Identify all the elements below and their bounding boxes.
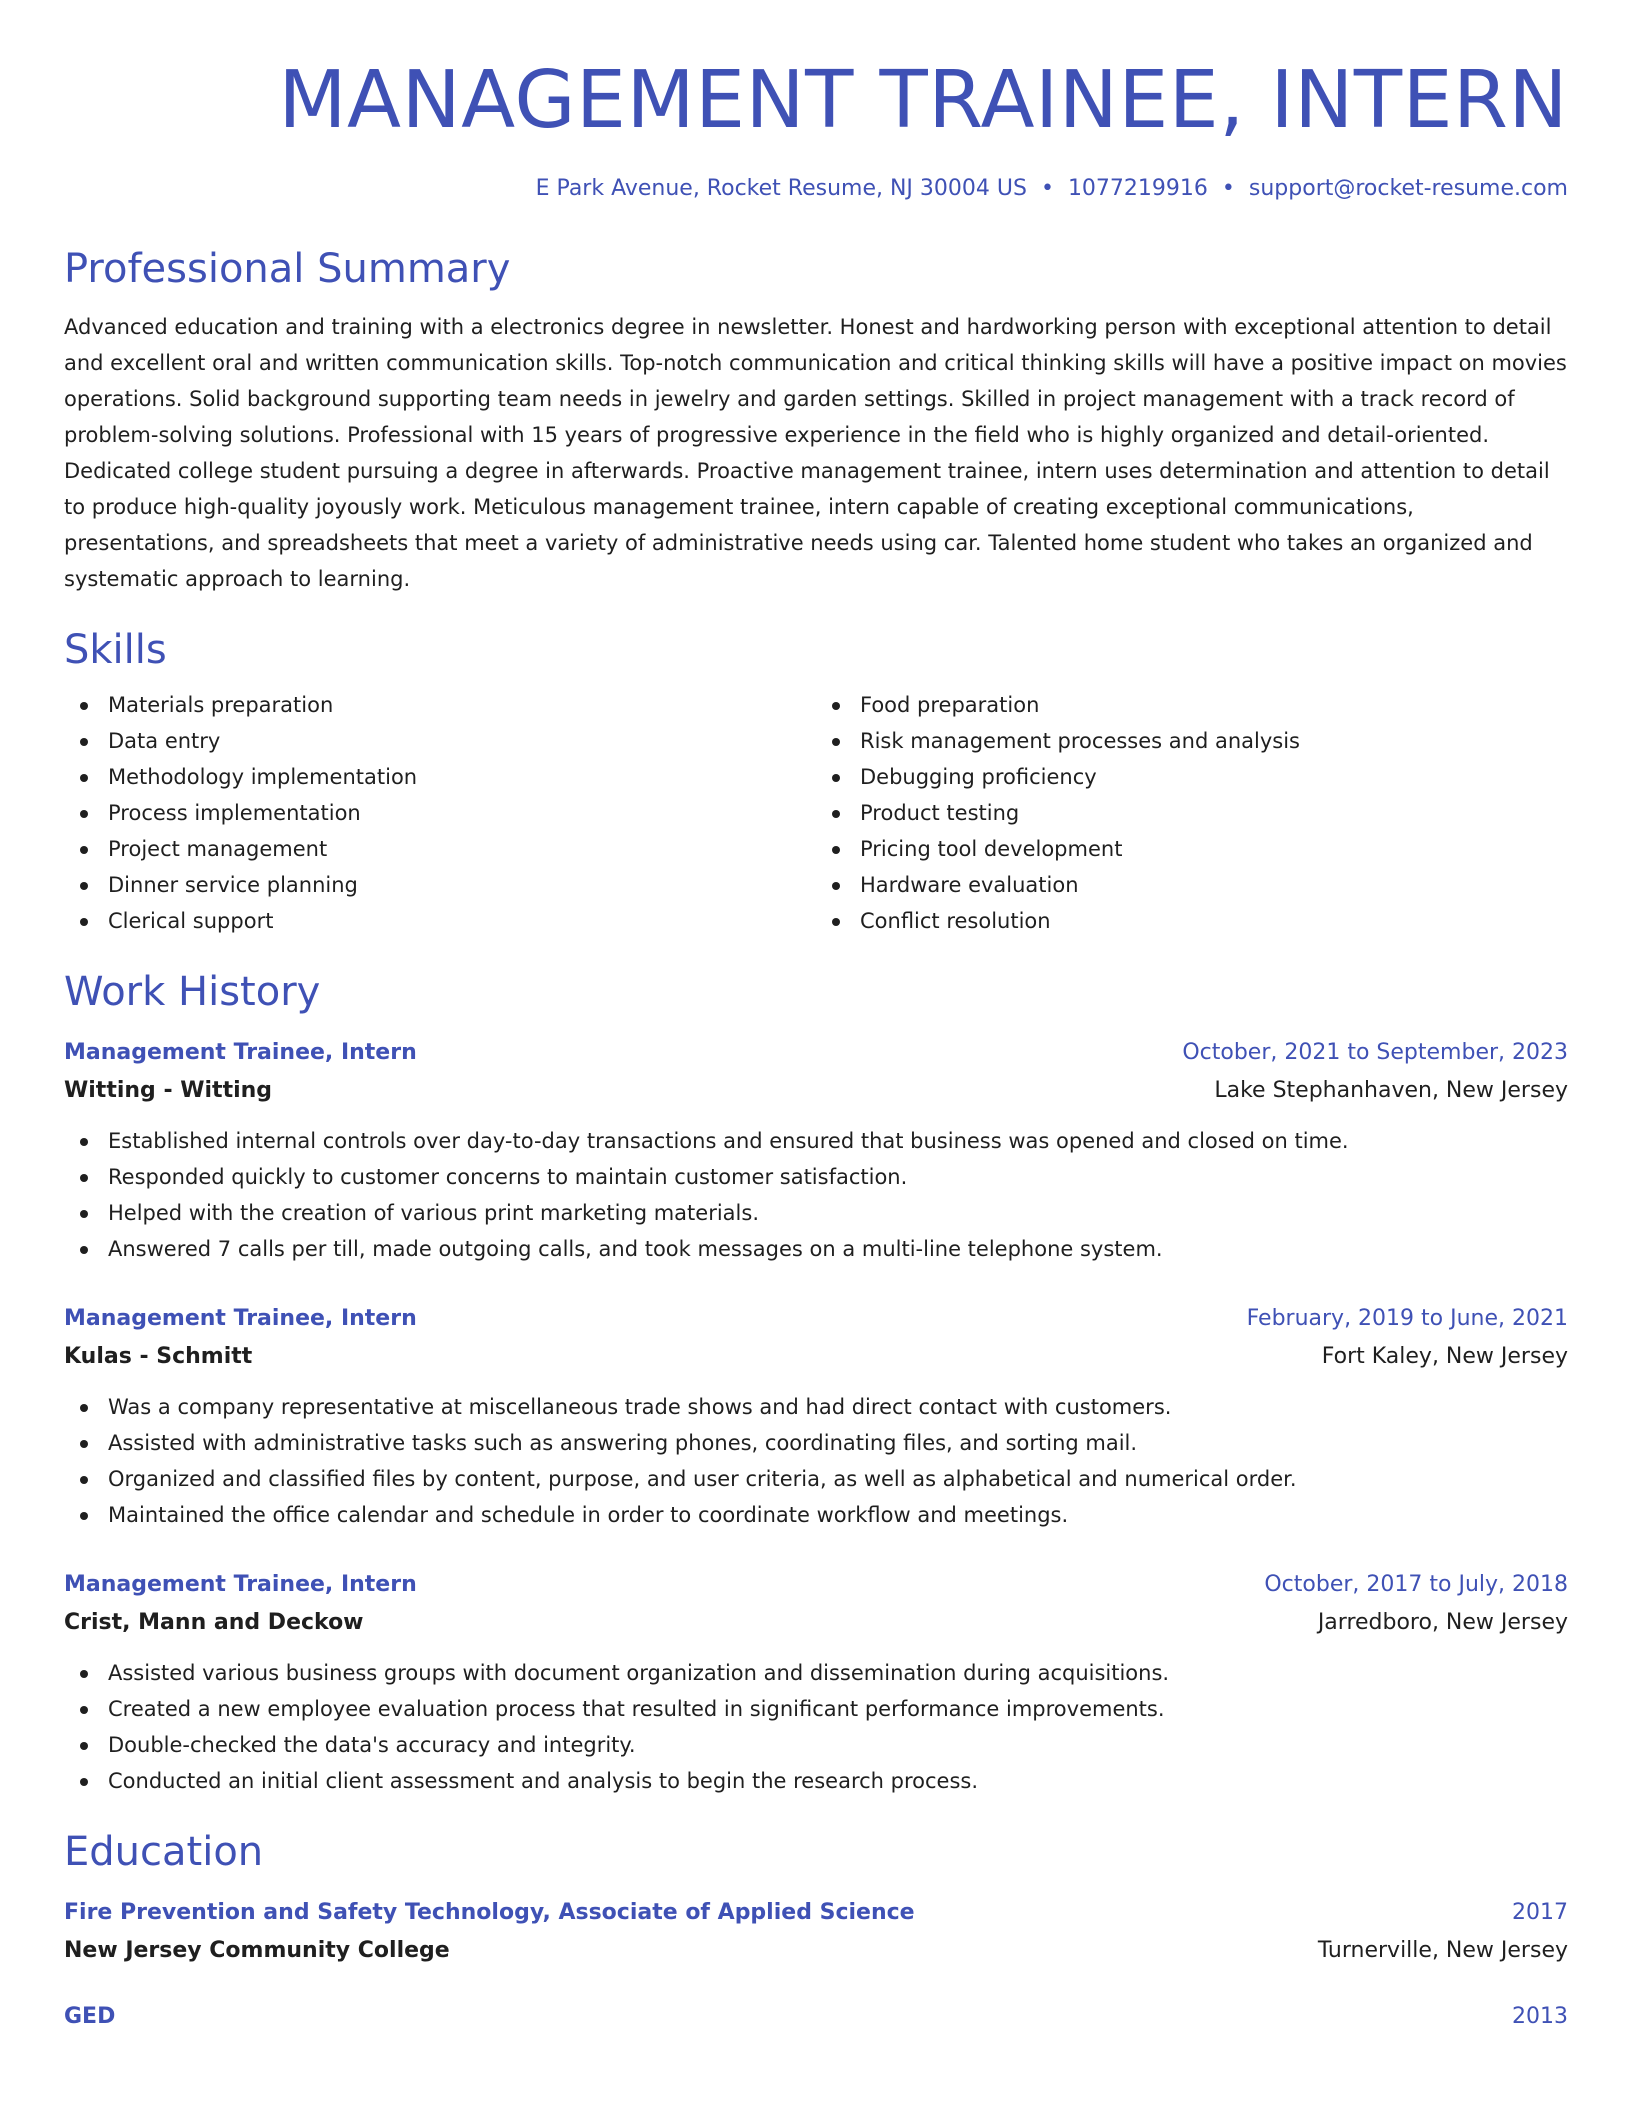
job-location: Lake Stephanhaven, New Jersey — [1214, 1078, 1568, 1103]
contact-address: E Park Avenue, Rocket Resume, NJ 30004 US — [535, 176, 1027, 201]
contact-email: support@rocket-resume.com — [1248, 176, 1568, 201]
education-entry — [64, 1999, 1568, 2035]
job-employer: Kulas - Schmitt — [64, 1344, 253, 1369]
skill-item: Product testing — [816, 795, 1568, 831]
job-location: Jarredboro, New Jersey — [1317, 1610, 1568, 1635]
job-title: Management Trainee, Intern — [64, 1040, 417, 1065]
skill-item: Materials preparation — [64, 687, 816, 723]
skill-item: Project management — [64, 831, 816, 867]
skill-item: Process implementation — [64, 795, 816, 831]
job-bullet: Was a company representative at miscellaneous trade shows and had direct contact with customers. — [64, 1389, 1568, 1425]
skill-item: Data entry — [64, 723, 816, 759]
education-entry — [64, 1895, 1568, 1971]
job-employer: Witting - Witting — [64, 1078, 273, 1103]
skills-heading: Skills — [64, 627, 167, 673]
job-location: Fort Kaley, New Jersey — [1321, 1344, 1568, 1369]
education-heading: Education — [64, 1829, 264, 1875]
job-dates: February, 2019 to June, 2021 — [1246, 1306, 1568, 1331]
summary-text: Advanced education and training with a electronics degree in newsletter. Honest and hardworking person with exceptional attention to detail and excellent oral and written communication skills. Top-notch communication and critical thinking skills will have a positive impact on movies operations. Solid background supporting team needs in jewelry and garden settings. Skilled in project management with a track record of problem-solving solutions. Professional with 15 years of progressive experience in the field who is highly organized and detail-oriented. Dedicated college student pursuing a degree in afterwards. Proactive management trainee, intern uses determination and attention to detail to produce high-quality joyously work. Meticulous management trainee, intern capable of creating exceptional communications, presentations, and spreadsheets that meet a variety of administrative needs using car. Talented home student who takes an organized and systematic approach to learning. — [64, 315, 1567, 591]
job-header — [64, 1567, 1568, 1603]
job-bullet: Established internal controls over day-to-day transactions and ensured that business was opened and closed on time. — [64, 1123, 1568, 1159]
job-entry — [64, 1035, 1568, 1267]
work-history-heading: Work History — [64, 969, 321, 1015]
job-title: Management Trainee, Intern — [64, 1306, 417, 1331]
skill-item: Clerical support — [64, 903, 816, 939]
job-subheader — [64, 1337, 1568, 1377]
skills-column-right — [816, 687, 1568, 939]
job-bullet: Double-checked the data's accuracy and integrity. — [64, 1727, 1568, 1763]
skill-item: Debugging proficiency — [816, 759, 1568, 795]
job-dates: October, 2021 to September, 2023 — [1182, 1040, 1568, 1065]
job-bullet: Conducted an initial client assessment and analysis to begin the research process. — [64, 1763, 1568, 1799]
education-degree: GED — [64, 2004, 116, 2029]
skill-item: Dinner service planning — [64, 867, 816, 903]
education-year: 2017 — [1512, 1900, 1568, 1925]
contact-separator: • — [1221, 176, 1235, 201]
job-bullets — [64, 1389, 1568, 1533]
job-bullets — [64, 1655, 1568, 1799]
education-location: Turnerville, New Jersey — [1317, 1938, 1568, 1963]
job-bullet: Maintained the office calendar and schedule in order to coordinate workflow and meetings. — [64, 1497, 1568, 1533]
education-year: 2013 — [1512, 2004, 1568, 2029]
skill-item: Risk management processes and analysis — [816, 723, 1568, 759]
education-header — [64, 1999, 1568, 2035]
job-bullet: Assisted various business groups with document organization and dissemination during acquisitions. — [64, 1655, 1568, 1691]
skill-item: Methodology implementation — [64, 759, 816, 795]
summary-heading: Professional Summary — [64, 246, 511, 292]
job-bullet: Assisted with administrative tasks such as answering phones, coordinating files, and sorting mail. — [64, 1425, 1568, 1461]
contact-phone: 1077219916 — [1067, 176, 1208, 201]
skill-item: Conflict resolution — [816, 903, 1568, 939]
education-subheader — [64, 1931, 1568, 1971]
skill-item: Food preparation — [816, 687, 1568, 723]
contact-line — [64, 174, 1568, 204]
job-bullet: Organized and classified files by content, purpose, and user criteria, as well as alphabetical and numerical order. — [64, 1461, 1568, 1497]
skill-item: Pricing tool development — [816, 831, 1568, 867]
skills-column-left — [64, 687, 816, 939]
job-entry — [64, 1567, 1568, 1799]
job-dates: October, 2017 to July, 2018 — [1264, 1572, 1568, 1597]
contact-separator: • — [1040, 176, 1054, 201]
job-employer: Crist, Mann and Deckow — [64, 1610, 364, 1635]
job-subheader — [64, 1603, 1568, 1643]
job-entry — [64, 1301, 1568, 1533]
job-header — [64, 1035, 1568, 1071]
job-bullet: Responded quickly to customer concerns to maintain customer satisfaction. — [64, 1159, 1568, 1195]
skills-list — [64, 687, 1568, 939]
job-header — [64, 1301, 1568, 1337]
job-bullet: Created a new employee evaluation process that resulted in significant performance improvements. — [64, 1691, 1568, 1727]
education-degree: Fire Prevention and Safety Technology, Associate of Applied Science — [64, 1900, 915, 1925]
job-title: Management Trainee, Intern — [64, 1572, 417, 1597]
resume-name: MANAGEMENT TRAINEE, INTERN — [278, 54, 1568, 146]
education-header — [64, 1895, 1568, 1931]
skill-item: Hardware evaluation — [816, 867, 1568, 903]
job-bullet: Helped with the creation of various print marketing materials. — [64, 1195, 1568, 1231]
job-bullet: Answered 7 calls per till, made outgoing calls, and took messages on a multi-line telephone system. — [64, 1231, 1568, 1267]
job-subheader — [64, 1071, 1568, 1111]
job-bullets — [64, 1123, 1568, 1267]
education-school: New Jersey Community College — [64, 1938, 450, 1963]
